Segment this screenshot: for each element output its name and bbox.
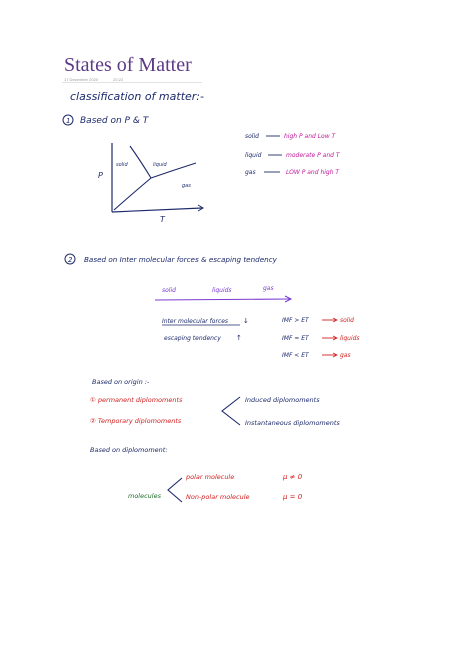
relation-2: IMF ≈ ET <box>282 335 309 342</box>
y-axis-label: P <box>98 171 103 180</box>
imf-label: Inter molecular forces <box>162 318 229 325</box>
section-2-number: 2 <box>68 256 73 264</box>
origin-instantaneous: Instantaneous diplomoments <box>245 419 340 427</box>
sublimation-curve <box>114 178 151 210</box>
list-phase-liquid: liquid <box>245 152 262 159</box>
note-date: 17 December 2020 <box>64 77 99 82</box>
list-phase-solid: solid <box>245 133 259 140</box>
list-desc-gas: LOW P and high T <box>286 169 340 176</box>
region-solid-label: solid <box>116 162 128 168</box>
imf-left <box>162 317 249 342</box>
x-axis-label: T <box>160 215 165 224</box>
section-1-number: 1 <box>66 117 71 125</box>
result-2: liquids <box>340 335 360 342</box>
section-4-title: Based on diplomoment: <box>90 446 168 454</box>
relation-1: IMF > ET <box>282 317 309 324</box>
list-desc-solid: high P and Low T <box>284 133 336 140</box>
origin-temporary: ② Temporary diplomoments <box>90 417 182 425</box>
page-title: States of Matter <box>64 54 192 76</box>
note-time: 20:22 <box>113 77 124 82</box>
escaping-tendency-label: escaping tendency <box>164 335 221 342</box>
nonpolar-molecule: Non-polar molecule <box>186 493 250 501</box>
scale-arrow-line <box>155 299 290 300</box>
phase-conditions-list <box>245 133 341 176</box>
section-3-title: Based on origin :- <box>92 378 150 386</box>
region-gas-label: gas <box>182 183 191 189</box>
origin-induced: Induced diplomoments <box>245 396 320 404</box>
imf-right <box>282 317 360 359</box>
result-1: solid <box>340 317 354 324</box>
nonpolar-value: μ = 0 <box>283 493 303 501</box>
molecules-root: molecules <box>128 492 161 500</box>
scale-gas: gas <box>263 285 274 292</box>
molecules-bracket <box>168 478 182 502</box>
state-scale <box>155 285 291 302</box>
notes-heading: classification of matter:- <box>70 90 204 103</box>
escaping-tendency-arrow: ↑ <box>236 334 242 342</box>
fusion-curve <box>130 146 151 178</box>
list-phase-gas: gas <box>245 169 256 176</box>
region-liquid-label: liquid <box>153 162 167 168</box>
scale-solid: solid <box>162 287 176 294</box>
origin-bracket <box>222 397 240 425</box>
list-desc-liquid: moderate P and T <box>286 152 340 159</box>
polar-molecule: polar molecule <box>186 473 235 481</box>
origin-permanent: ① permanent diplomoments <box>90 396 183 404</box>
phase-diagram-x-axis <box>112 208 202 212</box>
section-2-title: Based on Inter molecular forces & escaping tendency <box>84 255 277 264</box>
section-1-title: Based on P & T <box>80 116 149 126</box>
result-3: gas <box>340 352 351 359</box>
phase-diagram <box>98 143 203 224</box>
scale-liquid: liquids <box>212 287 232 294</box>
imf-arrow: ↓ <box>243 317 249 325</box>
polar-value: μ ≠ 0 <box>283 473 303 481</box>
relation-3: IMF < ET <box>282 352 309 359</box>
